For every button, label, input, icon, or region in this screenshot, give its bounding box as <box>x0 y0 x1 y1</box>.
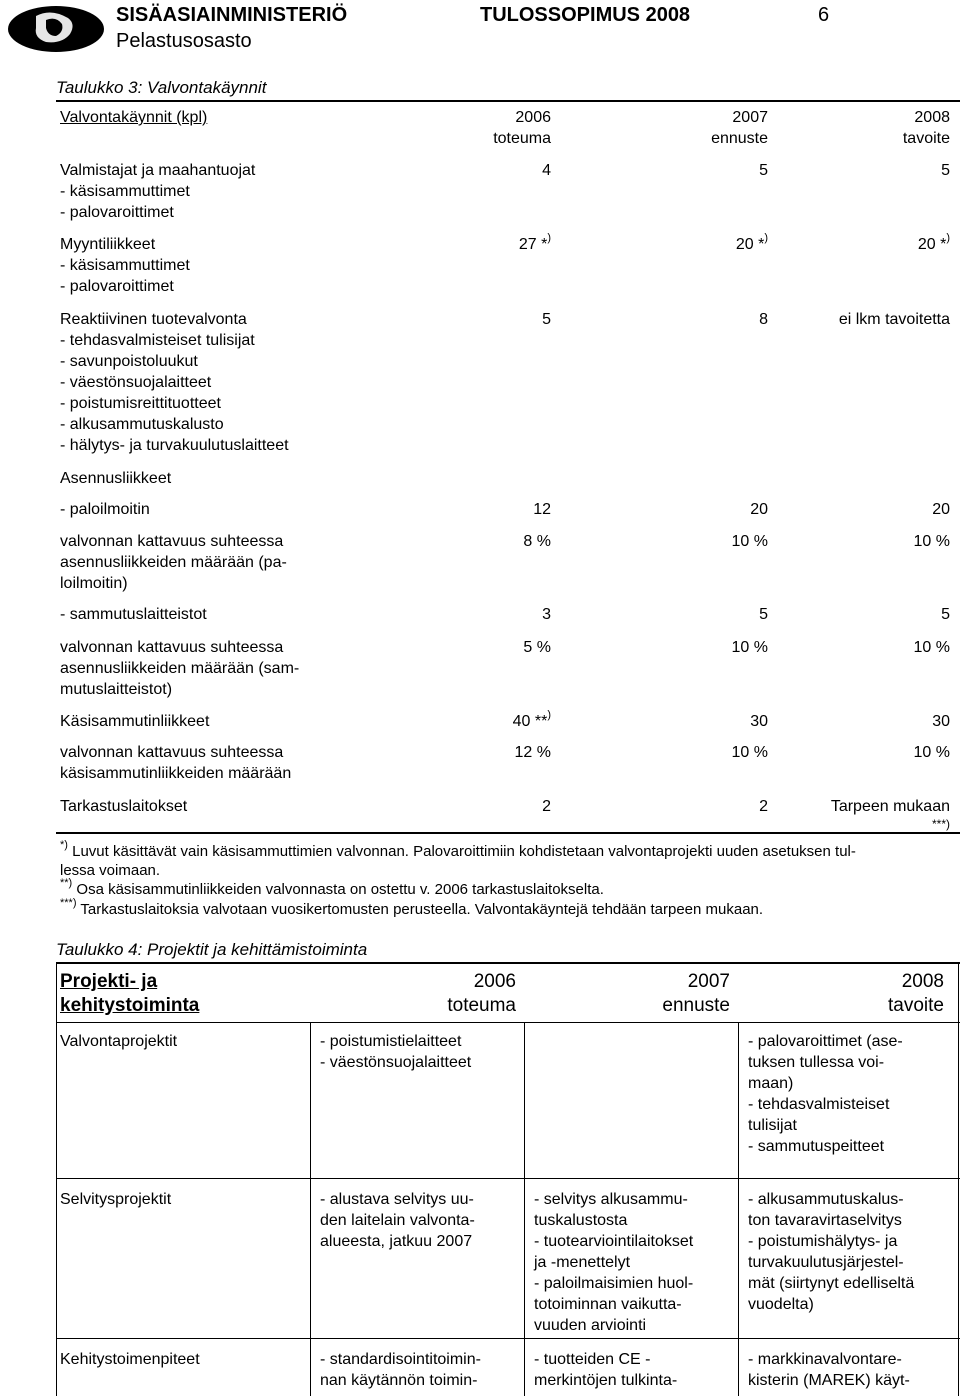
t4-cell-2008: tulisijat <box>748 1117 797 1134</box>
table4-header-label: Projekti- ja <box>60 971 158 992</box>
footnote-1: *) Luvut käsittävät vain käsisammuttimien valvonnan. Palovaroittimiin kohdistetaan valvontaprojekti uuden asetuksen tul- <box>60 839 856 860</box>
t3-value-2006: 40 **) <box>512 708 551 730</box>
t4-col-label-2006: toteuma <box>447 995 516 1016</box>
table4-col-line <box>56 963 57 1396</box>
t3-value-2007: 10 % <box>731 639 768 656</box>
ministry-logo <box>6 4 106 54</box>
t4-cell-2007: ja -menettelyt <box>534 1254 631 1271</box>
t4-cell-2007: - tuotteiden CE - <box>534 1351 651 1368</box>
t4-cell-2006: - standardisointitoimin- <box>320 1351 481 1368</box>
t3-value-2006: 5 <box>542 311 551 328</box>
footnote-mark: ) <box>547 708 551 721</box>
t3-row-label: Tarkastuslaitokset <box>60 798 188 815</box>
t3-col-year-2007: 2007 <box>732 109 768 126</box>
t3-row-label: Reaktiivinen tuotevalvonta <box>60 311 247 328</box>
footnote-mark: ) <box>547 231 551 244</box>
table3-top-rule <box>56 100 960 102</box>
t3-value-2007: 5 <box>759 162 768 179</box>
t4-cell-2006: nan käytännön toimin- <box>320 1372 478 1389</box>
t3-row-label: asennusliikkeiden määrään (sam- <box>60 660 300 677</box>
table4-header-rule <box>56 1022 960 1023</box>
table3-caption: Taulukko 3: Valvontakäynnit <box>56 78 267 97</box>
t3-row-label: - käsisammuttimet <box>60 183 190 200</box>
t3-row-label: loilmoitin) <box>60 575 128 592</box>
t3-value-2006: 27 *) <box>518 231 551 253</box>
table4-col-line <box>958 963 959 1396</box>
t3-value-2008: 10 % <box>913 744 950 761</box>
t3-value-2006: 12 <box>533 501 551 518</box>
t3-row-label: - alkusammutuskalusto <box>60 416 224 433</box>
footnote-mark: ) <box>946 231 950 244</box>
t3-row-label: - käsisammuttimet <box>60 257 190 274</box>
t4-cell-2008: vuodelta) <box>748 1296 814 1313</box>
t4-cell-2007: merkintöjen tulkinta- <box>534 1372 678 1389</box>
t3-value-2007: 2 <box>759 798 768 815</box>
table4-header-label: kehitystoiminta <box>60 995 200 1016</box>
t3-value-2008: 10 % <box>913 533 950 550</box>
t4-cell-2008: tuksen tullessa voi- <box>748 1054 885 1071</box>
t4-row-label: Selvitysprojektit <box>60 1191 172 1208</box>
t3-row-label: asennusliikkeiden määrään (pa- <box>60 554 287 571</box>
t3-row-label: Valmistajat ja maahantuojat <box>60 162 256 179</box>
t4-cell-2008: kisterin (MAREK) käyt- <box>748 1372 910 1389</box>
t3-value-2007: 8 <box>759 311 768 328</box>
t4-col-label-2008: tavoite <box>888 995 944 1016</box>
t4-row-label: Kehitystoimenpiteet <box>60 1351 200 1368</box>
t4-cell-2007: - paloilmaisimien huol- <box>534 1275 694 1292</box>
t3-row-label: - savunpoistoluukut <box>60 353 198 370</box>
table4-row-rule <box>56 1178 960 1179</box>
t3-value-2007: 5 <box>759 606 768 623</box>
t4-cell-2008: - alkusammutuskalus- <box>748 1191 904 1208</box>
t3-value-2006: 3 <box>542 606 551 623</box>
t3-row-label: - palovaroittimet <box>60 278 174 295</box>
t3-value-2007: 20 <box>750 501 768 518</box>
t3-value-2008: 20 *) <box>917 231 950 253</box>
t4-cell-2008: mät (siirtynyt edelliseltä <box>748 1275 915 1292</box>
t4-cell-2007: totoiminnan vaikutta- <box>534 1296 682 1313</box>
t3-col-label-2008: tavoite <box>902 130 950 147</box>
t3-value-2006: 4 <box>542 162 551 179</box>
table4-top-rule <box>56 962 960 964</box>
t3-value-2007: 10 % <box>731 533 768 550</box>
footnote-3: ***) Tarkastuslaitoksia valvotaan vuosikertomusten perusteella. Valvontakäyntejä tehdään tarpeen mukaan. <box>60 897 764 918</box>
t3-col-label-2007: ennuste <box>711 130 768 147</box>
t4-cell-2006: - väestönsuojalaitteet <box>320 1054 472 1071</box>
t4-cell-2008: turvakuulutusjärjestel- <box>748 1254 904 1271</box>
t4-cell-2007: - selvitys alkusammu- <box>534 1191 688 1208</box>
t4-cell-2006: alueesta, jatkuu 2007 <box>320 1233 473 1250</box>
t4-cell-2007: - tuotearviointilaitokset <box>534 1233 694 1250</box>
t4-cell-2006: den laitelain valvonta- <box>320 1212 475 1229</box>
footnote-2: **) Osa käsisammutinliikkeiden valvonnasta on ostettu v. 2006 tarkastuslaitokselta. <box>60 877 604 898</box>
t3-row-label: - palovaroittimet <box>60 204 174 221</box>
t3-row-label: käsisammutinliikkeiden määrään <box>60 765 292 782</box>
t3-row-label: - paloilmoitin <box>60 501 150 518</box>
t4-cell-2008: ton tavaravirtaselvitys <box>748 1212 902 1229</box>
t3-value-2008: 10 % <box>913 639 950 656</box>
t3-value-2007: 30 <box>750 713 768 730</box>
t4-cell-2007: tuskalustosta <box>534 1212 628 1229</box>
t3-note-mark: ***) <box>931 817 950 831</box>
footnote-mark: ) <box>764 231 768 244</box>
table4-col-line <box>738 1022 739 1396</box>
t3-value-2008: 30 <box>932 713 950 730</box>
t3-col-label-2006: toteuma <box>493 130 551 147</box>
t3-row-label: - sammutuslaitteistot <box>60 606 207 623</box>
t4-col-year-2006: 2006 <box>473 971 516 992</box>
page-number: 6 <box>818 4 830 26</box>
t3-value-2008: ei lkm tavoitetta <box>838 311 950 328</box>
t4-row-label: Valvontaprojektit <box>60 1033 178 1050</box>
t3-row-label: Myyntiliikkeet <box>60 236 156 253</box>
t3-row-label: Asennusliikkeet <box>60 470 172 487</box>
t3-col-year-2006: 2006 <box>515 109 551 126</box>
table4-caption: Taulukko 4: Projektit ja kehittämistoiminta <box>56 940 368 959</box>
t4-col-year-2007: 2007 <box>687 971 730 992</box>
t3-row-label: - tehdasvalmisteiset tulisijat <box>60 332 255 349</box>
t4-cell-2007: vuuden arviointi <box>534 1317 647 1334</box>
t3-row-label: - väestönsuojalaitteet <box>60 374 212 391</box>
t3-row-label: - hälytys- ja turvakuulutuslaitteet <box>60 437 289 454</box>
t3-value-2008: 5 <box>941 162 950 179</box>
t4-cell-2008: maan) <box>748 1075 794 1092</box>
t4-cell-2008: - poistumishälytys- ja <box>748 1233 898 1250</box>
t3-col-year-2008: 2008 <box>914 109 950 126</box>
table3-header-label: Valvontakäynnit (kpl) <box>60 109 208 126</box>
t3-row-label: valvonnan kattavuus suhteessa <box>60 744 284 761</box>
document-title: TULOSSOPIMUS 2008 <box>480 4 691 26</box>
t3-value-2008: 5 <box>941 606 950 623</box>
t4-cell-2006: - alustava selvitys uu- <box>320 1191 474 1208</box>
t3-value-2006: 2 <box>542 798 551 815</box>
department-name: Pelastusosasto <box>116 30 252 52</box>
t3-value-2007: 20 *) <box>735 231 768 253</box>
t3-row-label: Käsisammutinliikkeet <box>60 713 210 730</box>
t3-value-2006: 5 % <box>523 639 551 656</box>
table3-bottom-rule <box>56 832 960 834</box>
t3-value-2006: 8 % <box>523 533 551 550</box>
t3-value-2006: 12 % <box>514 744 551 761</box>
ministry-name: SISÄASIAINMINISTERIÖ <box>116 4 348 26</box>
t3-row-label: - poistumisreittituotteet <box>60 395 221 412</box>
table4-row-rule <box>56 1338 960 1339</box>
t4-cell-2006: - poistumistielaitteet <box>320 1033 462 1050</box>
t3-row-label: mutuslaitteistot) <box>60 681 173 698</box>
t4-cell-2008: - tehdasvalmisteiset <box>748 1096 890 1113</box>
t4-col-year-2008: 2008 <box>901 971 944 992</box>
t4-cell-2008: - sammutuspeitteet <box>748 1138 885 1155</box>
t3-row-label: valvonnan kattavuus suhteessa <box>60 639 284 656</box>
t4-cell-2008: - palovaroittimet (ase- <box>748 1033 903 1050</box>
t3-row-label: valvonnan kattavuus suhteessa <box>60 533 284 550</box>
t3-value-2008: 20 <box>932 501 950 518</box>
t4-cell-2008: - markkinavalvontare- <box>748 1351 902 1368</box>
t4-col-label-2007: ennuste <box>662 995 730 1016</box>
table4-col-line <box>310 1022 311 1396</box>
table4-col-line <box>524 1022 525 1396</box>
t3-value-2008: Tarpeen mukaan <box>830 798 950 815</box>
footnote-1-cont: lessa voimaan. <box>60 862 161 879</box>
t3-value-2007: 10 % <box>731 744 768 761</box>
